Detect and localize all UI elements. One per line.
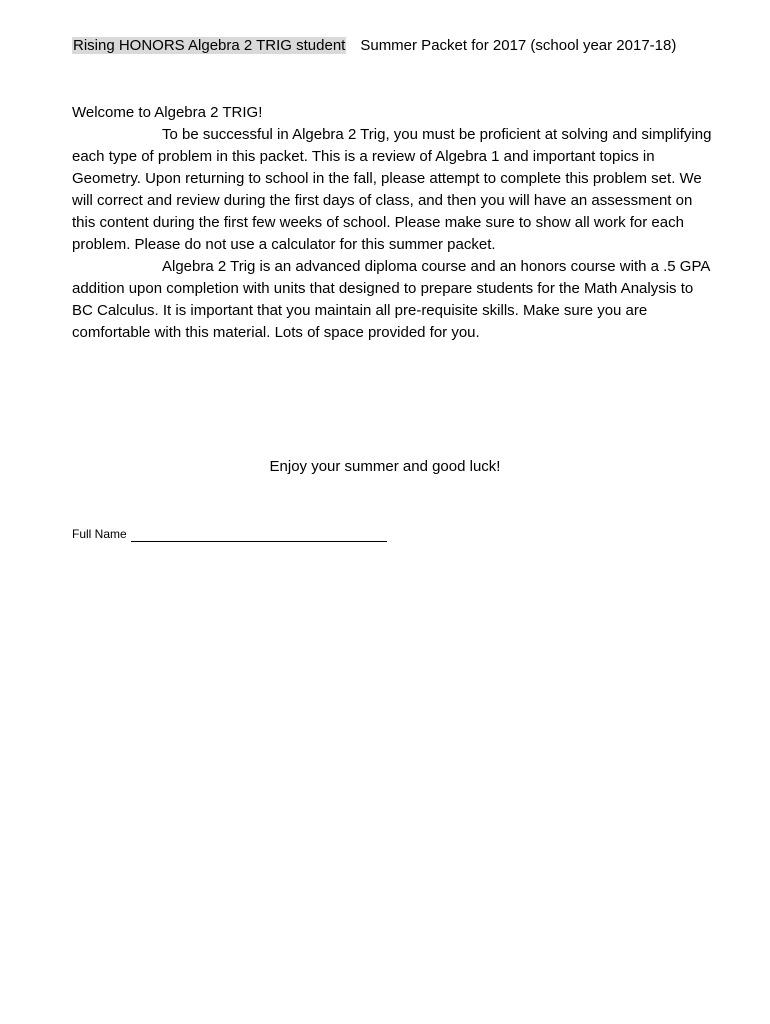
header-highlighted-title: Rising HONORS Algebra 2 TRIG student: [73, 37, 346, 54]
full-name-label: Full Name: [72, 527, 127, 541]
page-header: [72, 36, 676, 56]
intro-paragraph-2: Algebra 2 Trig is an advanced diploma course and an honors course with a .5 GPA addition upon completion with units that designed to prepare students for the Math Analysis to BC Calculus. It is important that you maintain all pre-requisite skills. Make sure you are comfortable with this material. Lots of space provided for you.: [72, 258, 710, 341]
closing-line: Enjoy your summer and good luck!: [269, 458, 501, 475]
greeting: Welcome to Algebra 2 TRIG!: [72, 104, 263, 121]
full-name-row: [72, 526, 387, 542]
intro-paragraph-1: To be successful in Algebra 2 Trig, you must be proficient at solving and simplifying each type of problem in this packet. This is a review of Algebra 1 and important topics in Geometry. Upon returning to school in the fall, please attempt to complete this problem set. We will correct and review during the first days of class, and then you will have an assessment on this content during the first few weeks of school. Please make sure to show all work for each problem. Please do not use a calculator for this summer packet.: [72, 126, 712, 253]
full-name-field[interactable]: [131, 527, 387, 542]
intro-body: [72, 102, 718, 344]
header-packet-title: Summer Packet for 2017 (school year 2017-18): [360, 37, 677, 54]
